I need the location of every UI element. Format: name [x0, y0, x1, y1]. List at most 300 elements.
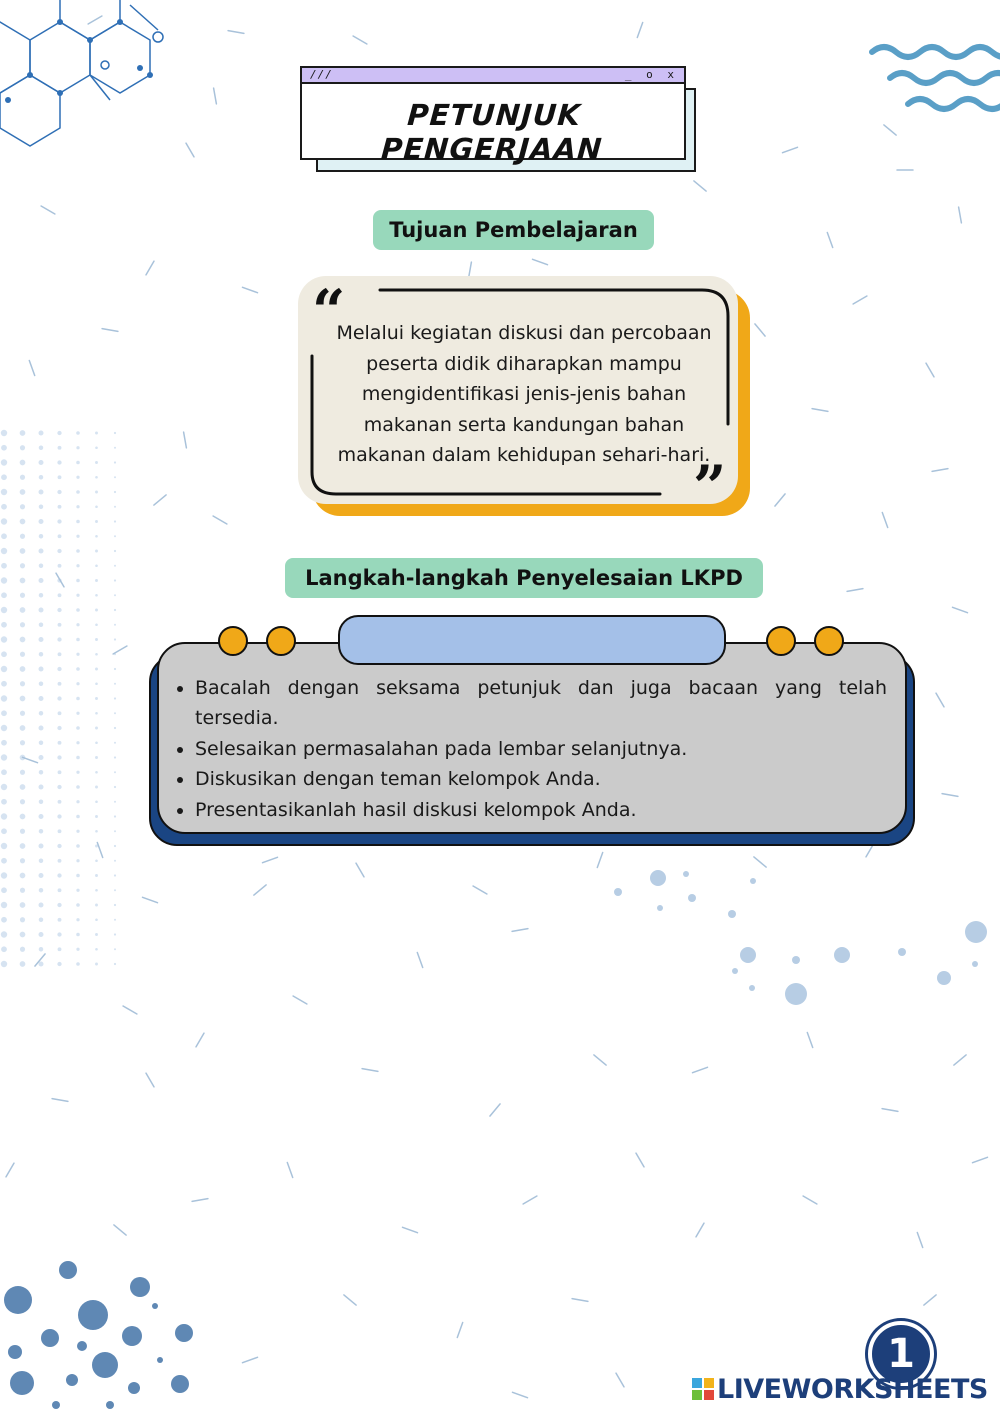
- dot-grid-dot: [1, 592, 7, 598]
- dot-grid-dot: [76, 579, 80, 583]
- dot-grid-dot: [1, 518, 7, 524]
- dot-grid-dot: [1, 563, 7, 569]
- dot-grid-dot: [114, 889, 116, 891]
- dash-mark: [186, 143, 194, 157]
- dot-grid-dot: [114, 535, 116, 537]
- steps-list: [172, 673, 887, 825]
- dash-mark: [113, 646, 127, 654]
- dot-grid-dot: [1, 666, 7, 672]
- dot-grid-dot: [76, 667, 80, 671]
- dash-mark: [114, 1225, 126, 1235]
- dot-grid-dot: [95, 579, 98, 582]
- dot-grid-dot: [95, 638, 98, 641]
- dot-grid-dot: [95, 623, 98, 626]
- dash-mark: [882, 1109, 898, 1112]
- dot-grid-dot: [1, 504, 7, 510]
- dot-grid-dot: [114, 742, 116, 744]
- dash-mark: [196, 1033, 204, 1047]
- dot-grid-dot: [76, 903, 80, 907]
- dot-grid-dot: [114, 668, 116, 670]
- dash-mark: [52, 1099, 68, 1102]
- hexagon-node-dots: [5, 19, 163, 103]
- dot-grid-dot: [57, 519, 61, 523]
- dot-grid-dot: [114, 476, 116, 478]
- dot-grid-dot: [1, 961, 7, 967]
- dot-grid-dot: [114, 624, 116, 626]
- dot-grid-dot: [76, 520, 80, 524]
- dot-grid-dot: [57, 755, 61, 759]
- dot-grid-dot: [1, 607, 7, 613]
- orange-dot-decoration: [266, 626, 296, 656]
- dot-grid-dot: [39, 505, 44, 510]
- dot-grid-dot: [57, 726, 61, 730]
- dot-grid-dot: [39, 932, 44, 937]
- dash-mark: [287, 1163, 292, 1178]
- dot-grid-dot: [1, 725, 7, 731]
- dot-grid-dot: [57, 785, 61, 789]
- dot-grid-dot: [114, 771, 116, 773]
- dot-grid-dot: [20, 947, 25, 952]
- dash-mark: [263, 857, 278, 862]
- dot-grid-dot: [76, 431, 80, 435]
- dot-grid-dot: [1, 533, 7, 539]
- dot-grid-dot: [20, 888, 25, 893]
- dot-grid-dot: [114, 683, 116, 685]
- dot-grid-dot: [95, 712, 98, 715]
- dash-mark: [362, 1069, 378, 1072]
- dot-grid-dot: [57, 903, 61, 907]
- dot-grid-dot: [1, 651, 7, 657]
- dot-grid-dot: [20, 430, 26, 436]
- dash-mark: [417, 953, 422, 968]
- hexagon-network-decoration: [0, 0, 158, 146]
- dot-grid-dot: [58, 534, 62, 538]
- dot-grid-dot: [1, 622, 7, 628]
- dot-grid-dot: [20, 725, 26, 731]
- dash-mark: [616, 1373, 624, 1387]
- dot-grid-dot: [20, 519, 26, 525]
- dot-grid-dot: [20, 961, 26, 967]
- dash-mark: [754, 857, 766, 867]
- dot-grid-dot: [39, 446, 44, 451]
- dash-mark: [636, 1153, 644, 1167]
- dash-mark: [637, 23, 642, 38]
- dot-grid-dot: [58, 859, 62, 863]
- dot-grid-dot: [58, 770, 62, 774]
- dash-mark: [523, 1196, 537, 1204]
- dot-grid-dot: [95, 889, 98, 892]
- dot-grid-dot: [114, 845, 116, 847]
- dot-grid-dot: [57, 962, 61, 966]
- dot-grid-dot: [95, 461, 98, 464]
- dot-grid-dot: [95, 800, 98, 803]
- dot-grid-dot: [1, 548, 7, 554]
- dot-grid-dot: [58, 741, 62, 745]
- dot-grid-dot: [58, 593, 62, 597]
- dot-grid-dot: [39, 800, 44, 805]
- dot-grid-dot: [95, 948, 98, 951]
- dash-mark: [954, 1055, 966, 1065]
- dash-mark: [853, 296, 867, 304]
- dash-mark: [755, 324, 765, 336]
- dot-grid-dot: [1, 931, 7, 937]
- dash-mark: [775, 494, 785, 506]
- dot-grid-dot: [76, 608, 80, 612]
- dot-grid-dot: [1, 710, 7, 716]
- dot-grid-dot: [20, 858, 25, 863]
- dot-grid-dot: [76, 535, 79, 538]
- dot-grid-dot: [95, 653, 98, 656]
- dot-grid-dot: [95, 505, 98, 508]
- dot-grid-dot: [39, 490, 44, 495]
- dot-grid-dot: [76, 815, 80, 819]
- dot-grid-dot: [58, 623, 62, 627]
- dot-grid-dot: [95, 963, 98, 966]
- dot-grid-dot: [114, 712, 116, 714]
- dot-grid-dot: [95, 918, 98, 921]
- dot-grid-dot: [39, 918, 44, 923]
- dot-grid-dot: [114, 579, 116, 581]
- dot-grid-dot: [1, 828, 7, 834]
- dot-grid-dot: [1, 784, 7, 790]
- dot-grid-dot: [1, 489, 7, 495]
- scattered-dots-decoration: [614, 870, 987, 1005]
- dot-grid-dot: [76, 785, 80, 789]
- liveworksheets-logo-icon: [692, 1378, 714, 1400]
- dash-mark: [884, 125, 896, 135]
- dash-mark: [23, 757, 38, 762]
- dot-grid-dot: [1, 917, 7, 923]
- dash-mark: [693, 1067, 708, 1072]
- dash-mark: [213, 516, 227, 524]
- dot-grid-dot: [58, 652, 62, 656]
- dot-grid-dot: [76, 505, 79, 508]
- dot-grid-dot: [58, 446, 62, 450]
- dot-grid-dot: [114, 594, 116, 596]
- dot-grid-dot: [1, 577, 7, 583]
- dot-grid-dot: [20, 578, 26, 584]
- brand-watermark: [692, 1372, 992, 1408]
- dot-grid-dot: [58, 564, 62, 568]
- dot-grid-dot: [76, 726, 80, 730]
- dash-mark: [146, 1073, 154, 1087]
- dash-mark: [146, 261, 154, 275]
- dot-grid-dot: [39, 637, 44, 642]
- dot-grid-dot: [57, 814, 61, 818]
- dot-grid-dot: [1, 872, 7, 878]
- dash-mark: [490, 1104, 500, 1116]
- dot-grid-dot: [76, 712, 79, 715]
- dot-grid-dot: [39, 460, 44, 465]
- dot-grid-dot: [39, 829, 44, 834]
- dot-grid-dot: [1, 430, 7, 436]
- dash-mark: [882, 513, 887, 528]
- dot-grid-dot: [39, 903, 44, 908]
- dot-grid-dot: [20, 770, 25, 775]
- dash-mark: [243, 1357, 258, 1362]
- window-slashes: ///: [310, 68, 333, 81]
- dot-grid-dot: [95, 550, 98, 553]
- dot-grid-dot: [20, 740, 25, 745]
- dot-grid-dot: [39, 578, 44, 583]
- dot-grid-dot: [95, 904, 98, 907]
- dot-grid-dot: [95, 535, 98, 538]
- dot-grid-dot: [1, 902, 7, 908]
- dash-mark: [533, 259, 548, 264]
- dot-grid-dot: [114, 520, 116, 522]
- dot-grid-dot: [58, 505, 62, 509]
- dot-grid-dot: [20, 548, 26, 554]
- dot-grid-dot: [76, 933, 80, 937]
- dash-mark: [254, 885, 266, 895]
- dot-grid-dot: [114, 432, 116, 434]
- dot-grid-dot: [39, 652, 44, 657]
- dot-grid-dot: [95, 933, 98, 936]
- dash-mark: [959, 207, 962, 223]
- dash-mark: [473, 886, 487, 894]
- dot-grid-dot: [1, 813, 7, 819]
- orange-dot-decoration: [766, 626, 796, 656]
- dot-grid-dot: [39, 755, 44, 760]
- dot-grid-dot: [20, 563, 25, 568]
- dot-grid-dot: [39, 431, 44, 436]
- title-window-bar: [302, 68, 684, 84]
- dot-grid-dot: [20, 607, 26, 613]
- dot-grid-dot: [95, 682, 98, 685]
- dash-mark: [56, 573, 64, 587]
- dash-mark: [192, 1199, 208, 1202]
- dot-grid-dot: [20, 681, 25, 686]
- dot-grid-dot: [39, 564, 44, 569]
- dot-grid-dot: [95, 564, 98, 567]
- dash-mark: [953, 607, 968, 612]
- dash-mark: [97, 843, 102, 858]
- dot-grid-dot: [1, 799, 7, 805]
- dot-grid-dot: [95, 491, 98, 494]
- dash-mark: [926, 363, 934, 377]
- dot-grid-decoration: [1, 430, 116, 967]
- list-item: • Selesaikan permasalahan pada lembar selanjutnya.: [195, 734, 887, 764]
- dot-grid-dot: [39, 519, 44, 524]
- dash-mark: [917, 1233, 922, 1248]
- dot-grid-dot: [39, 814, 44, 819]
- quote-close-icon: ”: [693, 453, 727, 521]
- dot-grid-dot: [114, 638, 116, 640]
- dot-grid-dot: [76, 476, 79, 479]
- dot-grid-dot: [95, 771, 98, 774]
- dot-grid-dot: [76, 549, 80, 553]
- dot-grid-dot: [20, 873, 26, 879]
- dot-grid-dot: [76, 623, 79, 626]
- dash-mark: [184, 432, 187, 448]
- dot-grid-dot: [20, 917, 25, 922]
- dot-grid-dot: [39, 711, 44, 716]
- dot-grid-dot: [39, 475, 44, 480]
- list-item: • Diskusikan dengan teman kelompok Anda.: [195, 764, 887, 794]
- quote-open-icon: “: [312, 277, 346, 345]
- dot-grid-dot: [20, 475, 25, 480]
- dot-grid-dot: [20, 843, 26, 849]
- dot-grid-dot: [1, 636, 7, 642]
- dash-mark: [594, 1055, 606, 1065]
- dot-grid-dot: [57, 696, 61, 700]
- steps-card-tab: [338, 615, 726, 665]
- dot-grid-dot: [95, 874, 98, 877]
- dot-grid-dot: [20, 814, 26, 820]
- dot-grid-dot: [76, 564, 79, 567]
- dot-grid-dot: [1, 474, 7, 480]
- dot-grid-dot: [39, 726, 44, 731]
- dot-grid-dot: [114, 860, 116, 862]
- dash-mark: [6, 1163, 14, 1177]
- dot-grid-dot: [20, 829, 25, 834]
- dot-grid-dot: [114, 609, 116, 611]
- dot-grid-dot: [76, 962, 80, 966]
- brand-name: LIVEWORKSHEETS: [717, 1374, 988, 1405]
- dash-mark: [847, 589, 863, 592]
- dot-grid-dot: [58, 711, 62, 715]
- dot-grid-dot: [58, 829, 62, 833]
- dot-grid-dot: [114, 933, 116, 935]
- dot-grid-dot: [76, 638, 80, 642]
- dot-grid-dot: [20, 799, 25, 804]
- dash-mark: [807, 1033, 812, 1048]
- dot-grid-dot: [57, 460, 61, 464]
- dot-grid-dot: [58, 800, 62, 804]
- dot-grid-dot: [95, 446, 98, 449]
- dot-grid-dot: [95, 830, 98, 833]
- dot-grid-dot: [76, 490, 80, 494]
- dot-grid-dot: [95, 520, 98, 523]
- dot-grid-dot: [76, 446, 79, 449]
- dot-grid-dot: [20, 593, 25, 598]
- dash-mark: [41, 206, 55, 214]
- dash-mark: [154, 495, 166, 505]
- dot-grid-dot: [39, 770, 44, 775]
- dash-mark: [827, 233, 832, 248]
- dot-grid-dot: [39, 623, 44, 628]
- dot-grid-dot: [114, 506, 116, 508]
- dot-grid-dot: [76, 874, 80, 878]
- dot-grid-dot: [39, 696, 44, 701]
- dot-grid-dot: [76, 741, 79, 744]
- dot-grid-dot: [76, 697, 80, 701]
- dot-grid-dot: [57, 873, 61, 877]
- dot-grid-dot: [20, 652, 25, 657]
- dot-grid-dot: [39, 785, 44, 790]
- dot-grid-dot: [20, 534, 25, 539]
- dash-mark: [924, 1295, 936, 1305]
- dot-grid-dot: [114, 447, 116, 449]
- dot-grid-dot: [114, 727, 116, 729]
- dash-mark: [932, 469, 948, 472]
- dot-grid-dot: [114, 830, 116, 832]
- steps-heading: Langkah-langkah Penyelesaian LKPD: [285, 558, 763, 598]
- dot-grid-dot: [76, 918, 79, 921]
- dot-grid-dot: [20, 696, 26, 702]
- dot-grid-dot: [1, 459, 7, 465]
- dot-grid-dot: [95, 786, 98, 789]
- dot-grid-dot: [57, 431, 61, 435]
- dot-grid-dot: [76, 859, 79, 862]
- dot-grid-dot: [1, 681, 7, 687]
- page-title: PETUNJUK PENGERJAAN: [379, 98, 604, 166]
- dash-mark: [403, 1227, 418, 1232]
- dash-mark: [214, 88, 217, 104]
- orange-dot-decoration: [218, 626, 248, 656]
- dot-grid-dot: [76, 461, 80, 465]
- dot-grid-dot: [95, 756, 98, 759]
- dot-grid-dot: [1, 887, 7, 893]
- dash-mark: [143, 897, 158, 902]
- dot-grid-dot: [20, 932, 26, 938]
- dot-grid-dot: [114, 461, 116, 463]
- dot-grid-dot: [20, 504, 25, 509]
- dot-grid-dot: [57, 608, 61, 612]
- dot-grid-dot: [114, 550, 116, 552]
- dot-grid-dot: [58, 947, 62, 951]
- dash-mark: [696, 1223, 704, 1237]
- dot-grid-dot: [39, 947, 44, 952]
- dot-grid-dot: [20, 784, 26, 790]
- dot-grid-dot: [114, 565, 116, 567]
- goal-text: Melalui kegiatan diskusi dan percobaan peserta didik diharapkan mampu mengidentifikasi jenis-jenis bahan makanan serta kandungan bahan makanan dalam kehidupan sehari-hari.: [336, 322, 712, 466]
- dash-mark: [783, 147, 798, 152]
- dot-grid-dot: [95, 859, 98, 862]
- dash-mark: [353, 36, 367, 44]
- dot-grid-dot: [95, 697, 98, 700]
- dot-grid-dot: [76, 844, 80, 848]
- bubbles-decoration: [4, 1261, 193, 1409]
- dash-mark: [572, 1299, 588, 1302]
- dot-grid-dot: [1, 695, 7, 701]
- dot-grid-dot: [20, 622, 25, 627]
- dot-grid-dot: [95, 476, 98, 479]
- wave-decoration: [872, 47, 1000, 109]
- dot-grid-dot: [76, 594, 79, 597]
- dot-grid-dot: [76, 800, 79, 803]
- dot-grid-dot: [95, 815, 98, 818]
- dot-grid-dot: [57, 637, 61, 641]
- dot-grid-dot: [114, 963, 116, 965]
- dot-grid-dot: [114, 786, 116, 788]
- dash-mark: [356, 863, 364, 877]
- dot-grid-dot: [1, 740, 7, 746]
- list-item: • Presentasikanlah hasil diskusi kelompok Anda.: [195, 795, 887, 825]
- dot-grid-dot: [20, 902, 26, 908]
- dot-grid-dot: [58, 682, 62, 686]
- dot-grid-dot: [57, 844, 61, 848]
- dot-grid-dot: [20, 489, 26, 495]
- dot-grid-dot: [39, 549, 44, 554]
- dot-grid-dot: [1, 445, 7, 451]
- dash-mark: [973, 1157, 988, 1162]
- dot-grid-dot: [1, 754, 7, 760]
- dash-mark: [512, 929, 528, 932]
- dash-mark: [694, 181, 706, 191]
- dash-mark: [936, 693, 944, 707]
- dash-mark: [457, 1323, 462, 1338]
- dot-grid-dot: [76, 771, 79, 774]
- dot-grid-dot: [1, 946, 7, 952]
- orange-dot-decoration: [814, 626, 844, 656]
- dot-grid-dot: [114, 948, 116, 950]
- dash-mark: [243, 287, 258, 292]
- dot-grid-dot: [20, 711, 25, 716]
- dot-grid-dot: [114, 874, 116, 876]
- dash-mark: [29, 361, 34, 376]
- dot-grid-dot: [39, 608, 44, 613]
